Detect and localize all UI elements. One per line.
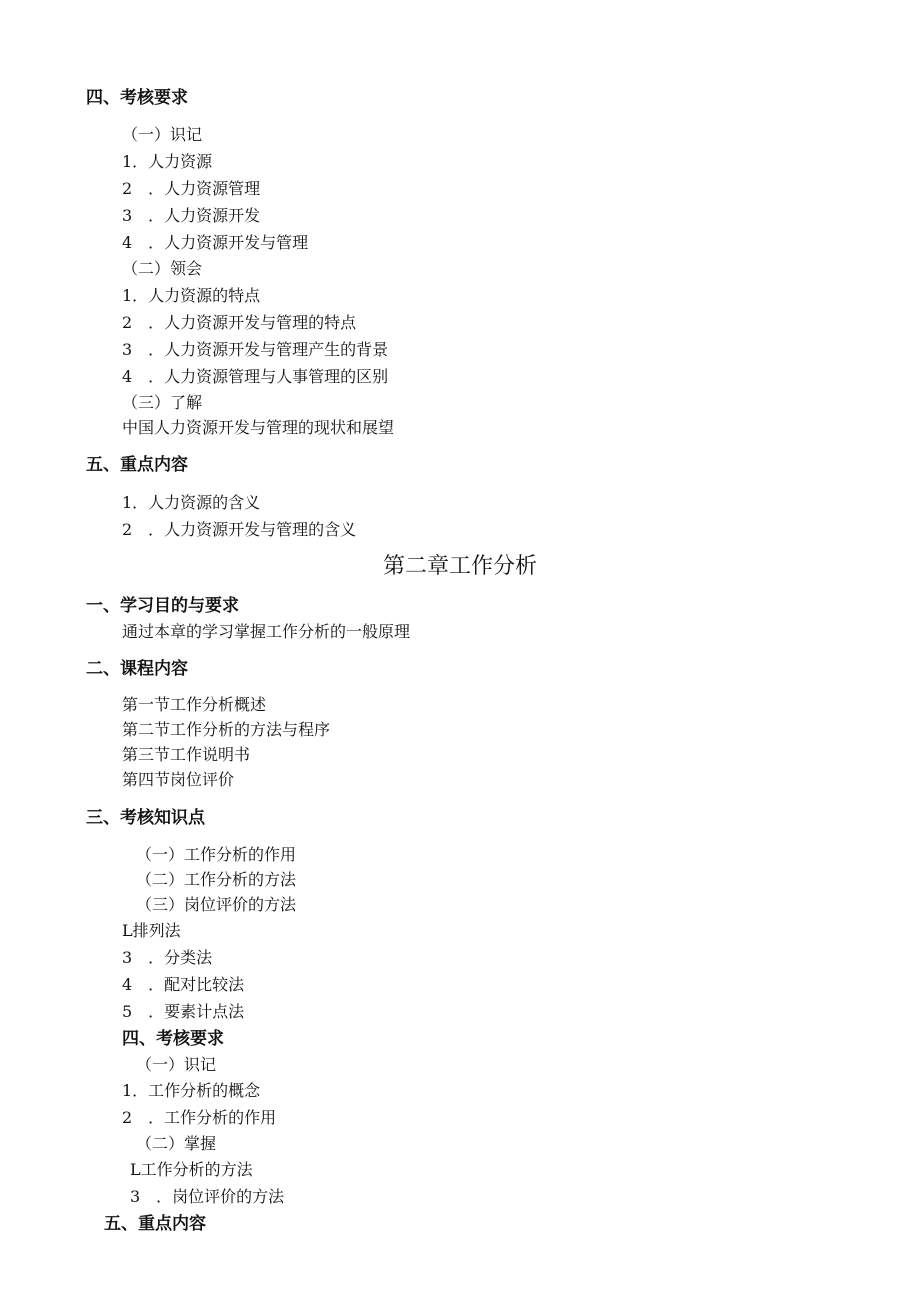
section-item: 第四节岗位评价 [122, 770, 235, 789]
evaluation-method: L排列法 [122, 921, 181, 940]
recall-item: 1．工作分析的概念 [122, 1081, 261, 1100]
recall-item: 2 ．工作分析的作用 [122, 1108, 277, 1127]
recall-label: （一）识记 [136, 1055, 217, 1074]
recall-item: 2 ．人力资源管理 [122, 179, 261, 198]
exam-requirements-heading: 四、考核要求 [86, 88, 188, 108]
section-item: 第三节工作说明书 [122, 745, 251, 764]
understand-label: （二）领会 [122, 259, 203, 278]
learning-goal-text: 通过本章的学习掌握工作分析的一般原理 [122, 622, 411, 641]
key-item: 2 ．人力资源开发与管理的含义 [122, 520, 357, 539]
master-label: （二）掌握 [136, 1134, 217, 1153]
knowledge-point: （三）岗位评价的方法 [136, 895, 297, 914]
learning-goal-heading: 一、学习目的与要求 [86, 596, 239, 616]
understand-item: 1．人力资源的特点 [122, 286, 261, 305]
knowledge-points-heading: 三、考核知识点 [86, 808, 205, 828]
understand-item: 4 ．人力资源管理与人事管理的区别 [122, 367, 389, 386]
knowledge-point: （一）工作分析的作用 [136, 845, 297, 864]
know-item: 中国人力资源开发与管理的现状和展望 [122, 418, 395, 437]
master-item: 3 ．岗位评价的方法 [130, 1187, 285, 1206]
exam-requirements-heading: 四、考核要求 [122, 1029, 224, 1049]
knowledge-point: （二）工作分析的方法 [136, 870, 297, 889]
chapter-title: 第二章工作分析 [382, 554, 537, 579]
recall-label: （一）识记 [122, 125, 203, 144]
section-item: 第一节工作分析概述 [122, 695, 267, 714]
evaluation-method: 3 ．分类法 [122, 948, 213, 967]
key-content-heading: 五、重点内容 [86, 455, 188, 475]
evaluation-method: 5 ．要素计点法 [122, 1002, 245, 1021]
section-item: 第二节工作分析的方法与程序 [122, 720, 331, 739]
evaluation-method: 4 ．配对比较法 [122, 975, 245, 994]
course-content-heading: 二、课程内容 [86, 659, 188, 679]
understand-item: 3 ．人力资源开发与管理产生的背景 [122, 340, 389, 359]
key-item: 1．人力资源的含义 [122, 493, 261, 512]
recall-item: 1．人力资源 [122, 152, 213, 171]
recall-item: 3 ．人力资源开发 [122, 206, 261, 225]
master-item: L工作分析的方法 [130, 1160, 253, 1179]
understand-item: 2 ．人力资源开发与管理的特点 [122, 313, 357, 332]
know-label: （三）了解 [122, 393, 203, 412]
recall-item: 4 ．人力资源开发与管理 [122, 233, 309, 252]
key-content-heading: 五、重点内容 [104, 1214, 206, 1234]
